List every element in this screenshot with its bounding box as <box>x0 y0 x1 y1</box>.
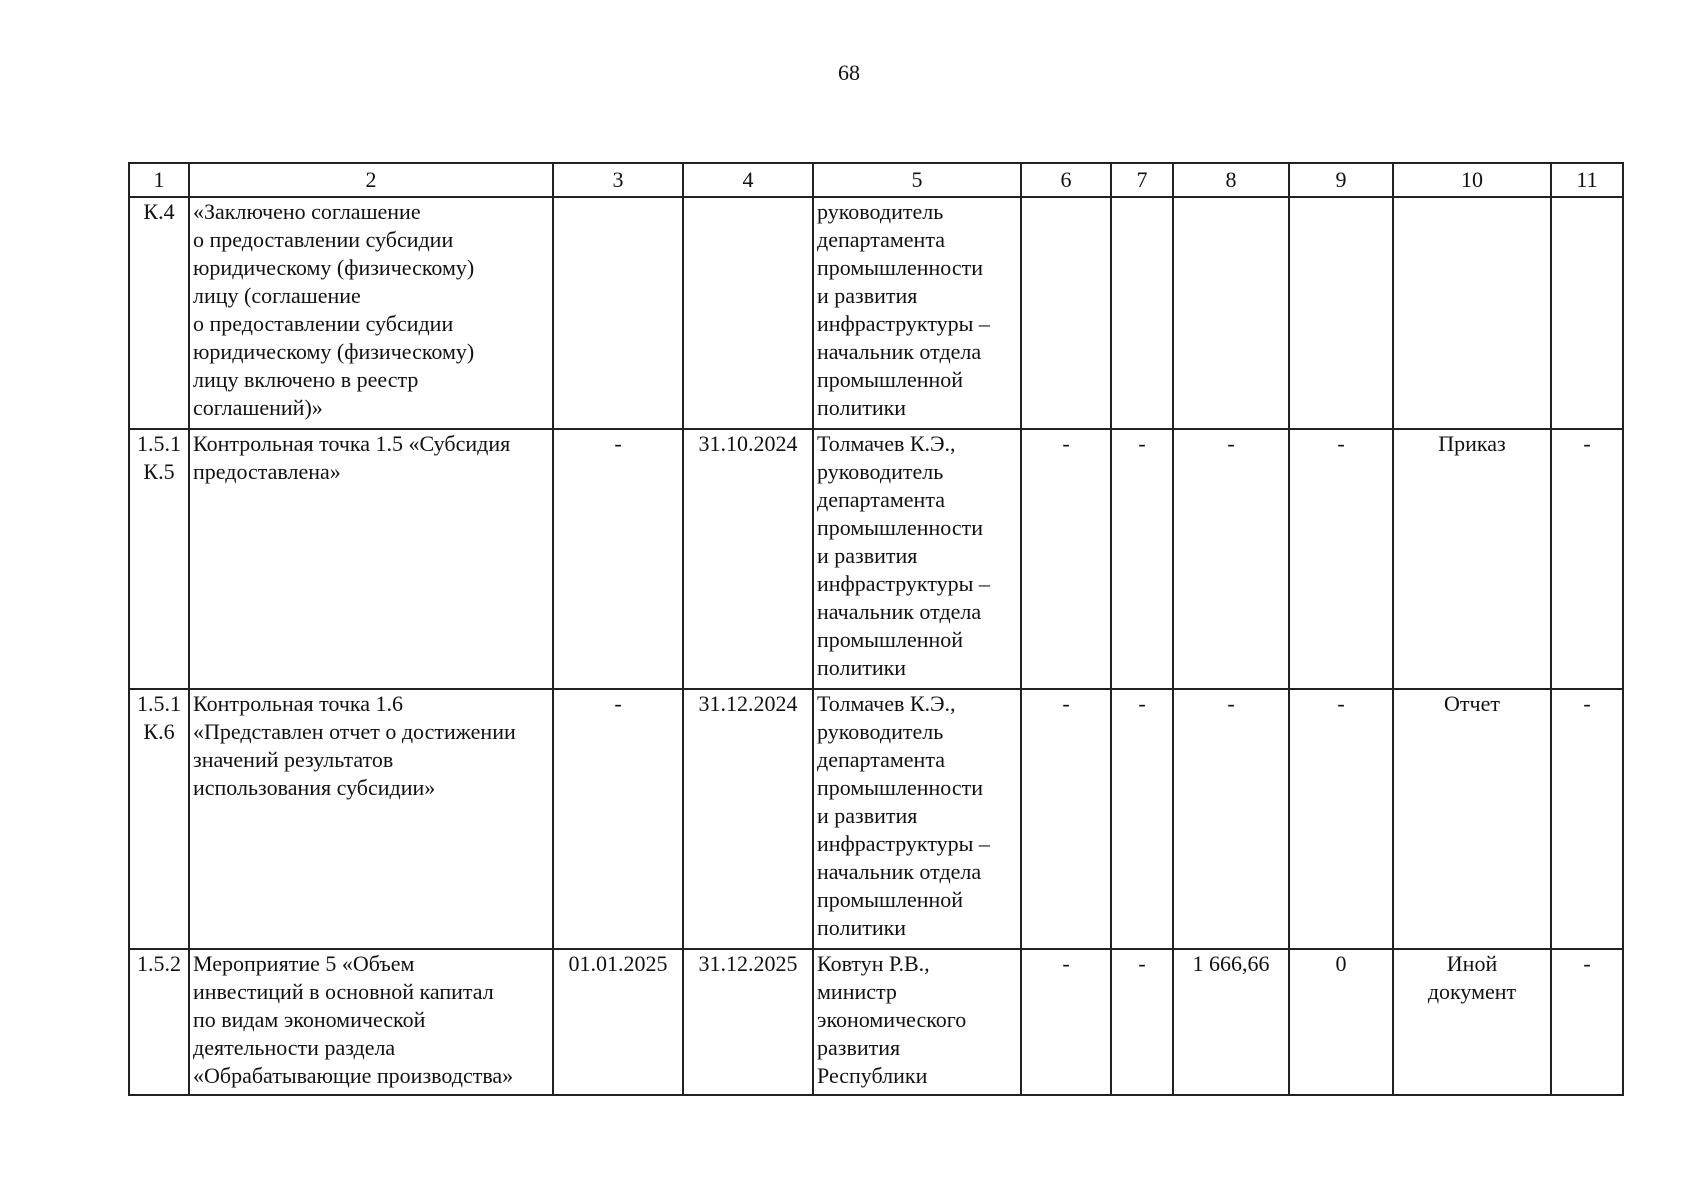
row-number: К.4 <box>129 197 189 429</box>
column-header: 10 <box>1393 163 1551 197</box>
column-header: 11 <box>1551 163 1623 197</box>
document-type: Отчет <box>1393 689 1551 949</box>
cell-col11 <box>1551 197 1623 429</box>
cell-col6: - <box>1021 689 1111 949</box>
cell-col9: - <box>1289 429 1393 689</box>
page-number: 68 <box>838 60 860 85</box>
end-date <box>683 197 813 429</box>
row-name: Мероприятие 5 «Объем инвестиций в основной капитал по видам экономической деятельности раздела «Обрабатывающие производства» <box>189 949 553 1095</box>
cell-col6: - <box>1021 429 1111 689</box>
cell-col8: - <box>1173 689 1289 949</box>
start-date: - <box>553 689 683 949</box>
table-row <box>129 197 1623 429</box>
document-type: Иной документ <box>1393 949 1551 1095</box>
column-header: 7 <box>1111 163 1173 197</box>
cell-col9: - <box>1289 689 1393 949</box>
column-header: 9 <box>1289 163 1393 197</box>
cell-col7: - <box>1111 689 1173 949</box>
row-number: 1.5.1 К.5 <box>129 429 189 689</box>
column-header: 4 <box>683 163 813 197</box>
column-header: 3 <box>553 163 683 197</box>
column-header: 5 <box>813 163 1021 197</box>
table-row <box>129 429 1623 689</box>
cell-col11: - <box>1551 429 1623 689</box>
row-name: «Заключено соглашение о предоставлении субсидии юридическому (физическому) лицу (соглашение о предоставлении субсидии юридическому (физическому) лицу включено в реестр соглашений)» <box>189 197 553 429</box>
row-name: Контрольная точка 1.5 «Субсидия предоставлена» <box>189 429 553 689</box>
responsible: Ковтун Р.В., министр экономического развития Республики <box>813 949 1021 1095</box>
cell-col9: 0 <box>1289 949 1393 1095</box>
cell-col6 <box>1021 197 1111 429</box>
responsible: Толмачев К.Э., руководитель департамента промышленности и развития инфраструктуры – начальник отдела промышленной политики <box>813 429 1021 689</box>
responsible: Толмачев К.Э., руководитель департамента промышленности и развития инфраструктуры – начальник отдела промышленной политики <box>813 689 1021 949</box>
cell-col11: - <box>1551 689 1623 949</box>
cell-col7: - <box>1111 949 1173 1095</box>
responsible: руководитель департамента промышленности и развития инфраструктуры – начальник отдела промышленной политики <box>813 197 1021 429</box>
column-header: 1 <box>129 163 189 197</box>
start-date <box>553 197 683 429</box>
document-type: Приказ <box>1393 429 1551 689</box>
end-date: 31.12.2025 <box>683 949 813 1095</box>
column-header: 8 <box>1173 163 1289 197</box>
plan-table <box>128 162 1624 1096</box>
cell-col7: - <box>1111 429 1173 689</box>
row-number: 1.5.1 К.6 <box>129 689 189 949</box>
table-row <box>129 689 1623 949</box>
end-date: 31.12.2024 <box>683 689 813 949</box>
end-date: 31.10.2024 <box>683 429 813 689</box>
row-number: 1.5.2 <box>129 949 189 1095</box>
cell-col11: - <box>1551 949 1623 1095</box>
header-row <box>129 163 1623 197</box>
cell-col7 <box>1111 197 1173 429</box>
cell-col8: 1 666,66 <box>1173 949 1289 1095</box>
cell-col8: - <box>1173 429 1289 689</box>
column-header: 6 <box>1021 163 1111 197</box>
table-row <box>129 949 1623 1095</box>
start-date: - <box>553 429 683 689</box>
cell-col6: - <box>1021 949 1111 1095</box>
row-name: Контрольная точка 1.6 «Представлен отчет о достижении значений результатов использования субсидии» <box>189 689 553 949</box>
document-type <box>1393 197 1551 429</box>
start-date: 01.01.2025 <box>553 949 683 1095</box>
column-header: 2 <box>189 163 553 197</box>
cell-col8 <box>1173 197 1289 429</box>
cell-col9 <box>1289 197 1393 429</box>
